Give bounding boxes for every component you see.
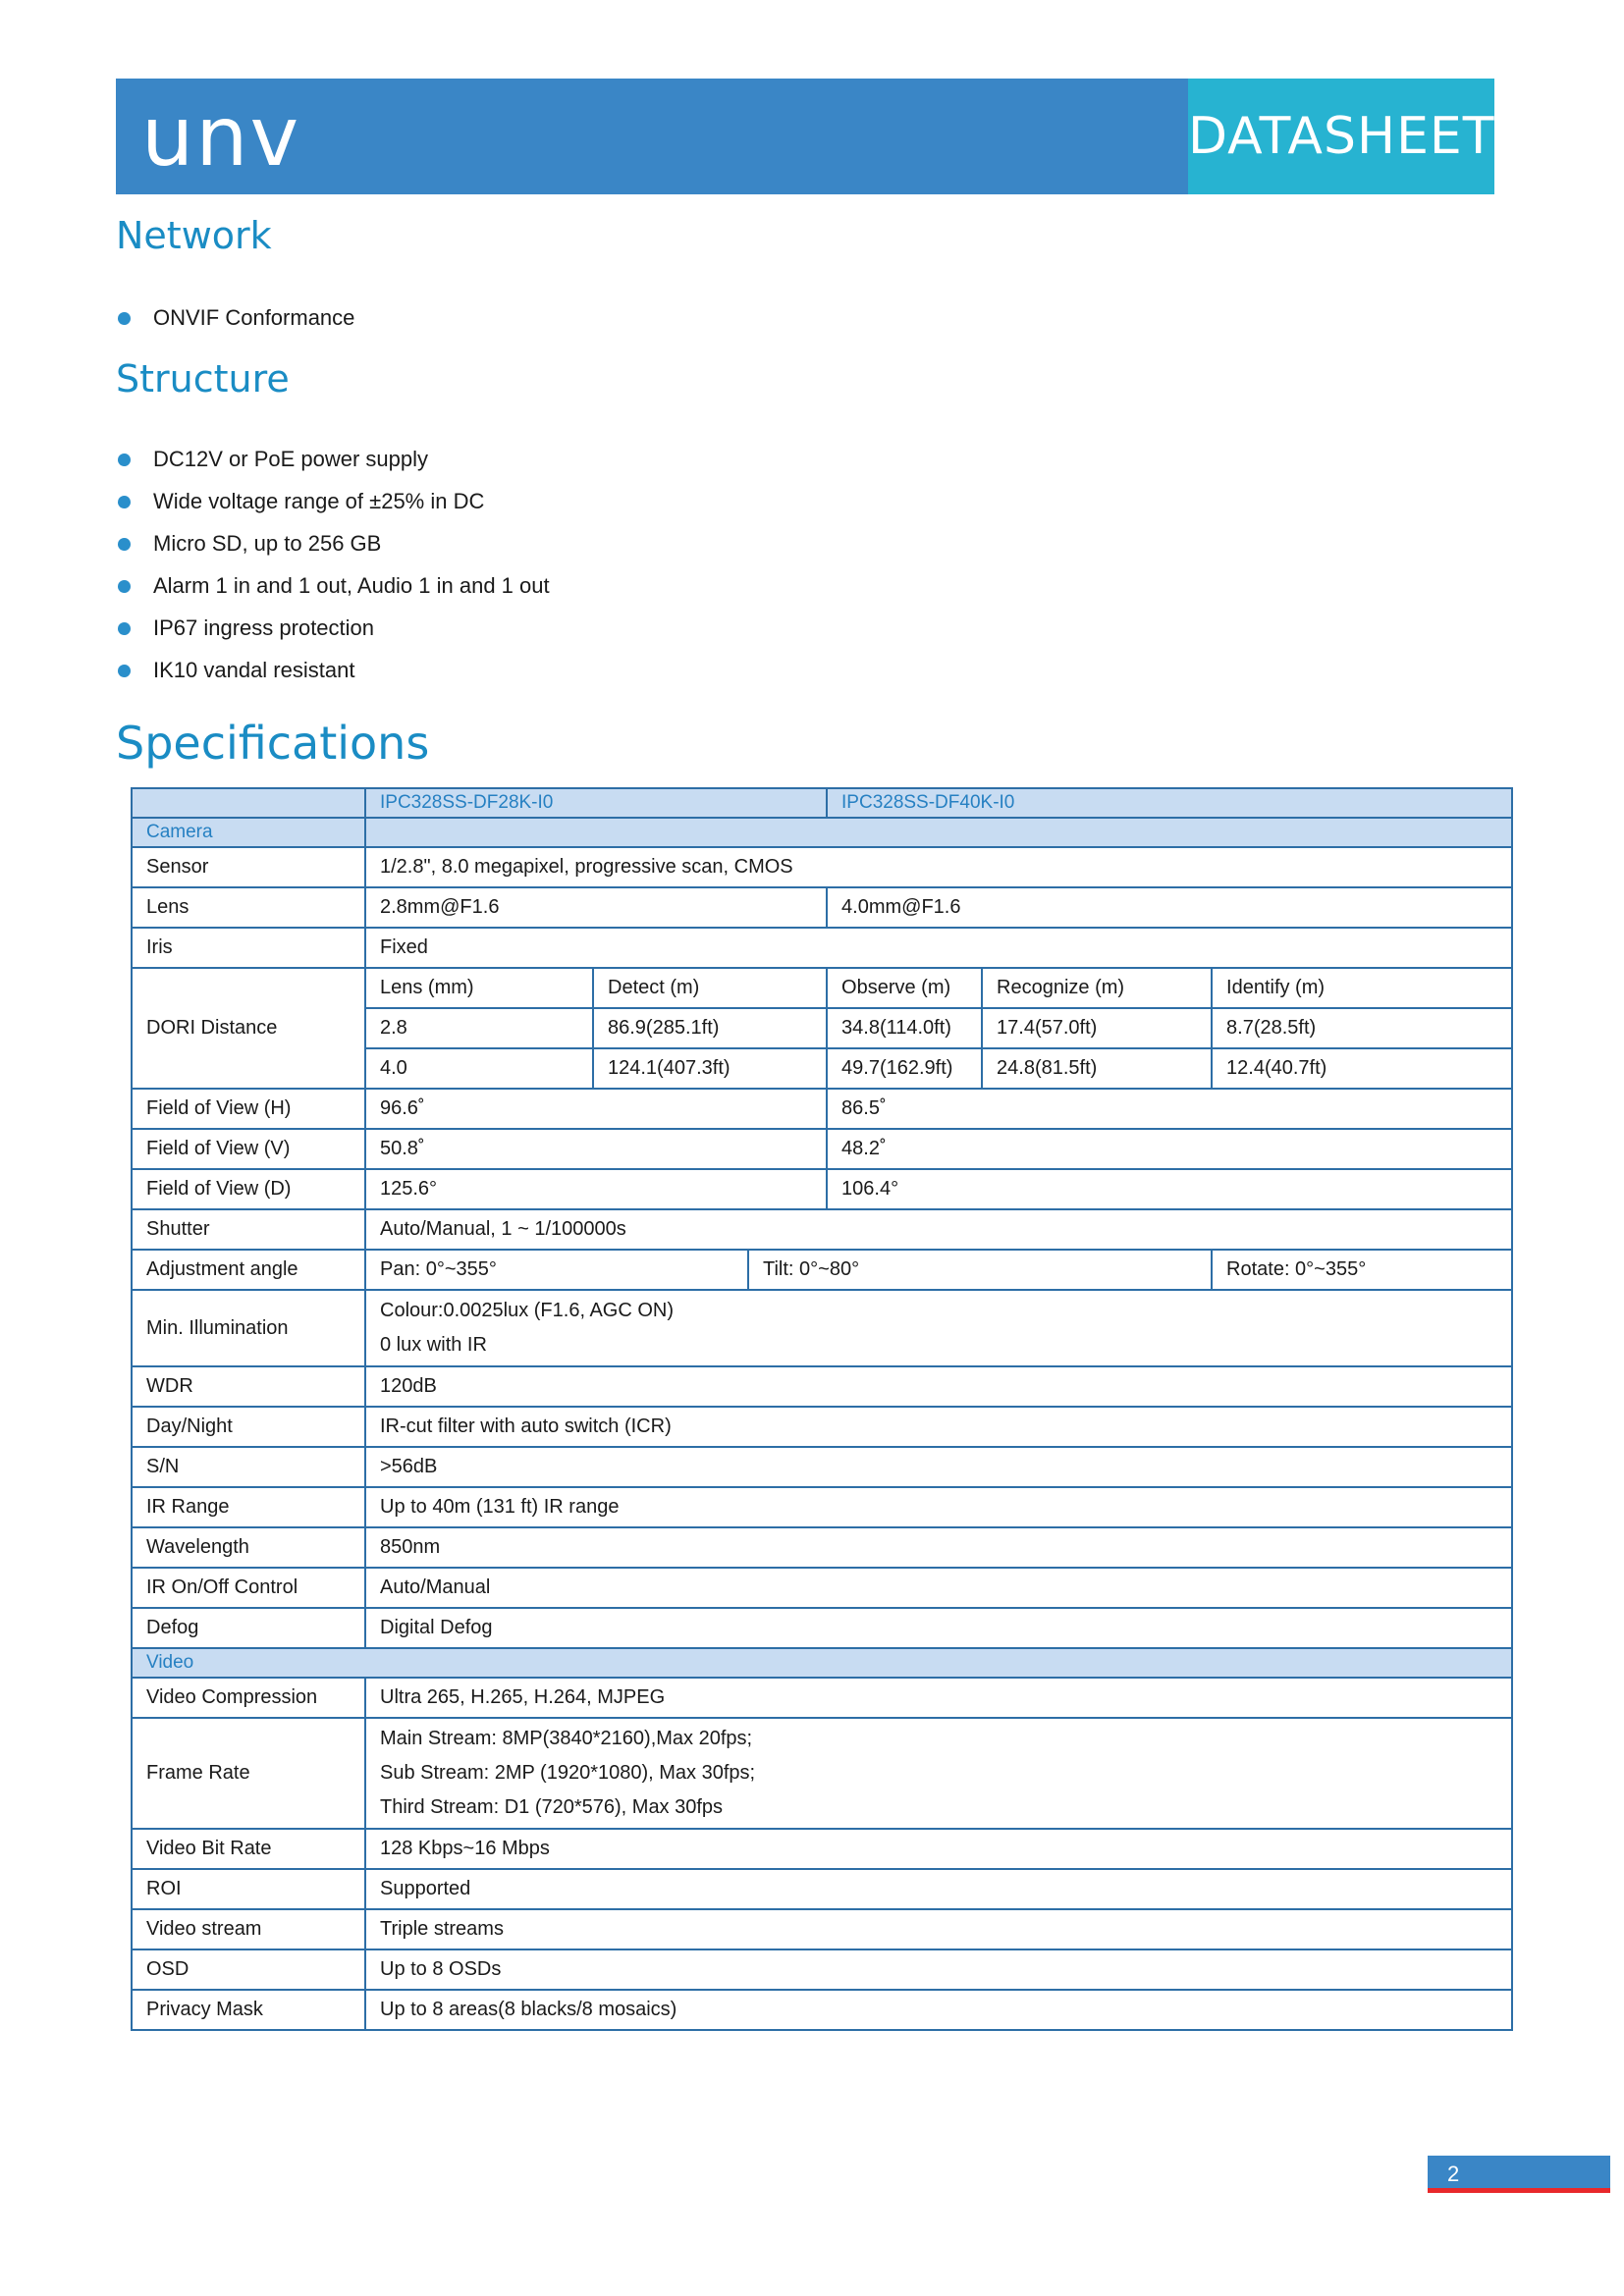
list-item-text: IK10 vandal resistant xyxy=(153,658,355,682)
row-value: Pan: 0°~355° xyxy=(365,1250,748,1290)
row-label: S/N xyxy=(132,1447,365,1487)
row-label: Field of View (D) xyxy=(132,1169,365,1209)
row-label: Video stream xyxy=(132,1909,365,1949)
value-line: Third Stream: D1 (720*576), Max 30fps xyxy=(380,1796,724,1818)
dori-header: Identify (m) xyxy=(1212,968,1512,1008)
list-item xyxy=(116,480,550,522)
page-header xyxy=(116,79,1494,194)
row-label: WDR xyxy=(132,1366,365,1407)
row-value: Ultra 265, H.265, H.264, MJPEG xyxy=(365,1678,1512,1718)
row-value: 4.0mm@F1.6 xyxy=(827,887,1512,928)
row-value: 106.4° xyxy=(827,1169,1512,1209)
list-item xyxy=(116,296,354,339)
row-value: Up to 8 areas(8 blacks/8 mosaics) xyxy=(365,1990,1512,2030)
table-row xyxy=(132,1718,1512,1829)
bullet-icon xyxy=(118,496,131,508)
row-label: Field of View (H) xyxy=(132,1089,365,1129)
table-row xyxy=(132,1209,1512,1250)
table-row xyxy=(132,1250,1512,1290)
table-row xyxy=(132,1869,1512,1909)
row-label: Min. Illumination xyxy=(132,1290,365,1366)
table-row xyxy=(132,1608,1512,1648)
row-value: Digital Defog xyxy=(365,1608,1512,1648)
specifications-table xyxy=(131,787,1513,2031)
row-value: 96.6˚ xyxy=(365,1089,827,1129)
dori-cell: 24.8(81.5ft) xyxy=(982,1048,1212,1089)
row-value: >56dB xyxy=(365,1447,1512,1487)
row-label: Video Bit Rate xyxy=(132,1829,365,1869)
row-label: Privacy Mask xyxy=(132,1990,365,2030)
network-heading: Network xyxy=(116,214,272,257)
row-label: Frame Rate xyxy=(132,1718,365,1829)
row-label: Field of View (V) xyxy=(132,1129,365,1169)
bullet-icon xyxy=(118,538,131,551)
model-name: IPC328SS-DF28K-I0 xyxy=(365,788,827,818)
table-row xyxy=(132,1568,1512,1608)
row-value: 86.5˚ xyxy=(827,1089,1512,1129)
list-item xyxy=(116,649,550,691)
dori-cell: 12.4(40.7ft) xyxy=(1212,1048,1512,1089)
table-row xyxy=(132,1366,1512,1407)
dori-cell: 49.7(162.9ft) xyxy=(827,1048,982,1089)
list-item xyxy=(116,607,550,649)
table-row xyxy=(132,1089,1512,1129)
bullet-icon xyxy=(118,312,131,325)
row-value: Rotate: 0°~355° xyxy=(1212,1250,1512,1290)
bullet-icon xyxy=(118,665,131,677)
table-row xyxy=(132,928,1512,968)
row-label: IR On/Off Control xyxy=(132,1568,365,1608)
table-row xyxy=(132,1487,1512,1527)
row-value: 50.8˚ xyxy=(365,1129,827,1169)
table-cell xyxy=(365,818,1512,847)
row-label: Shutter xyxy=(132,1209,365,1250)
row-label: ROI xyxy=(132,1869,365,1909)
row-value: 128 Kbps~16 Mbps xyxy=(365,1829,1512,1869)
dori-cell: 17.4(57.0ft) xyxy=(982,1008,1212,1048)
row-label: DORI Distance xyxy=(132,968,365,1089)
table-row xyxy=(132,968,1512,1008)
page-number: 2 xyxy=(1428,2156,1610,2193)
table-row xyxy=(132,1407,1512,1447)
list-item-text: IP67 ingress protection xyxy=(153,615,375,640)
row-value: 48.2˚ xyxy=(827,1129,1512,1169)
bullet-icon xyxy=(118,580,131,593)
row-value: Auto/Manual xyxy=(365,1568,1512,1608)
group-label: Video xyxy=(132,1648,1512,1678)
dori-header: Detect (m) xyxy=(593,968,827,1008)
dori-cell: 86.9(285.1ft) xyxy=(593,1008,827,1048)
structure-heading: Structure xyxy=(116,357,290,400)
table-cell xyxy=(132,788,365,818)
row-value xyxy=(365,1290,1512,1366)
row-value: Tilt: 0°~80° xyxy=(748,1250,1212,1290)
row-value: Triple streams xyxy=(365,1909,1512,1949)
dori-header: Recognize (m) xyxy=(982,968,1212,1008)
bullet-icon xyxy=(118,454,131,466)
dori-cell: 4.0 xyxy=(365,1048,593,1089)
table-row xyxy=(132,1829,1512,1869)
model-name: IPC328SS-DF40K-I0 xyxy=(827,788,1512,818)
specifications-heading: Specifications xyxy=(116,717,430,770)
list-item xyxy=(116,438,550,480)
bullet-icon xyxy=(118,622,131,635)
row-value: Fixed xyxy=(365,928,1512,968)
table-row xyxy=(132,1949,1512,1990)
list-item-text: Wide voltage range of ±25% in DC xyxy=(153,489,485,513)
row-label: IR Range xyxy=(132,1487,365,1527)
row-value: 850nm xyxy=(365,1527,1512,1568)
list-item-text: DC12V or PoE power supply xyxy=(153,447,429,471)
row-value: 2.8mm@F1.6 xyxy=(365,887,827,928)
row-label: Day/Night xyxy=(132,1407,365,1447)
group-label: Camera xyxy=(132,818,365,847)
list-item-text: Alarm 1 in and 1 out, Audio 1 in and 1 out xyxy=(153,573,550,598)
table-row xyxy=(132,1678,1512,1718)
row-label: OSD xyxy=(132,1949,365,1990)
list-item-text: ONVIF Conformance xyxy=(153,305,355,330)
unv-logo: unv xyxy=(141,88,301,185)
value-line: 0 lux with IR xyxy=(380,1334,487,1356)
row-label: Iris xyxy=(132,928,365,968)
row-value xyxy=(365,1718,1512,1829)
row-value: Auto/Manual, 1 ~ 1/100000s xyxy=(365,1209,1512,1250)
table-row xyxy=(132,1290,1512,1366)
table-row xyxy=(132,1169,1512,1209)
list-item xyxy=(116,522,550,564)
row-value: 1/2.8", 8.0 megapixel, progressive scan, CMOS xyxy=(365,847,1512,887)
row-label: Lens xyxy=(132,887,365,928)
model-header-row xyxy=(132,788,1512,818)
table-row xyxy=(132,1447,1512,1487)
list-item xyxy=(116,564,550,607)
row-label: Video Compression xyxy=(132,1678,365,1718)
row-label: Defog xyxy=(132,1608,365,1648)
structure-list xyxy=(116,438,550,691)
table-row xyxy=(132,1990,1512,2030)
list-item-text: Micro SD, up to 256 GB xyxy=(153,531,382,556)
value-line: Sub Stream: 2MP (1920*1080), Max 30fps; xyxy=(380,1762,756,1784)
row-label: Wavelength xyxy=(132,1527,365,1568)
dori-header: Observe (m) xyxy=(827,968,982,1008)
dori-cell: 2.8 xyxy=(365,1008,593,1048)
group-row xyxy=(132,1648,1512,1678)
group-row xyxy=(132,818,1512,847)
row-value: Supported xyxy=(365,1869,1512,1909)
dori-cell: 34.8(114.0ft) xyxy=(827,1008,982,1048)
dori-header: Lens (mm) xyxy=(365,968,593,1008)
table-row xyxy=(132,1527,1512,1568)
network-list xyxy=(116,296,354,339)
row-label: Sensor xyxy=(132,847,365,887)
row-value: Up to 40m (131 ft) IR range xyxy=(365,1487,1512,1527)
value-line: Main Stream: 8MP(3840*2160),Max 20fps; xyxy=(380,1728,753,1749)
row-value: Up to 8 OSDs xyxy=(365,1949,1512,1990)
dori-cell: 124.1(407.3ft) xyxy=(593,1048,827,1089)
table-row xyxy=(132,1129,1512,1169)
row-value: 125.6° xyxy=(365,1169,827,1209)
row-label: Adjustment angle xyxy=(132,1250,365,1290)
dori-cell: 8.7(28.5ft) xyxy=(1212,1008,1512,1048)
row-value: IR-cut filter with auto switch (ICR) xyxy=(365,1407,1512,1447)
row-value: 120dB xyxy=(365,1366,1512,1407)
value-line: Colour:0.0025lux (F1.6, AGC ON) xyxy=(380,1300,675,1321)
table-row xyxy=(132,1909,1512,1949)
table-row xyxy=(132,847,1512,887)
table-row xyxy=(132,887,1512,928)
datasheet-label: DATASHEET xyxy=(1188,79,1494,194)
